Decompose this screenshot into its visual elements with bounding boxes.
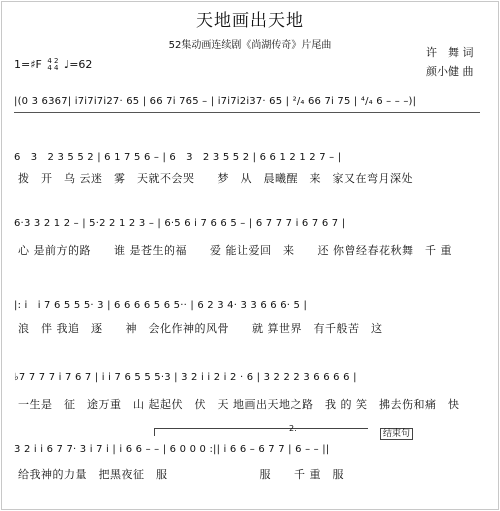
- tempo-marking: ♩=62: [64, 58, 93, 71]
- meter-top: 4 2: [47, 57, 59, 65]
- second-ending-label: 2.: [289, 424, 297, 433]
- lyricist-credit: 许 舞 词: [426, 46, 474, 59]
- score-line-5: ♭7 7 7 7 i 7 6 7 | i i 7 6 5 5 5·3 | 3 2 i i 2 i 2 · 6 | 3 2 2 2 3 6 6 6 6 |: [14, 372, 357, 383]
- score-line-6: 3 2 i i 6 7 7· 3 i 7 i | i 6 6 – – | 6 0 0 0 :|| i 6 6 – 6 7 7 | 6 – – ||: [14, 444, 330, 455]
- lyric-line-6: 给我神的力量 把黑夜征 服 服 千 重 服: [18, 468, 344, 481]
- score-line-3: 6·3 3 2 1 2 – | 5·2 2 1 2 3 – | 6·5 6 i 7 6 6 5 – | 6 7 7 7 i 6 7 6 7 |: [14, 218, 346, 229]
- lyric-line-4: 浪 伴 我追 逐 神 会化作神的风骨 就 算世界 有千般苦 这: [18, 322, 383, 335]
- coda-label: 结束句: [380, 428, 413, 440]
- score-line-2: 6 3 2 3 5 5 2 | 6 1 7 5 6 – | 6 3 2 3 5 5 2 | 6 6 1 2 1 2 7 – |: [14, 152, 342, 163]
- subtitle: 52集动画连续剧《尚湖传奇》片尾曲: [168, 40, 332, 51]
- lyric-line-3: 心 是前方的路 谁 是苍生的福 爱 能让爱回 来 还 你曾经春花秋舞 千 重: [18, 244, 452, 257]
- score-line-4: |: i i 7 6 5 5 5· 3 | 6 6 6 6 5 6 5·· | 6 2 3 4· 3 3 6 6 6· 5 |: [14, 300, 308, 311]
- lyric-line-2: 拨 开 乌 云迷 雾 天就不会哭 梦 从 晨曦醒 来 家又在弯月深处: [18, 172, 413, 185]
- meter-bottom: 4 4: [47, 64, 59, 72]
- score-line-1: |(0 3 6367| i7i7i7i27· 65 | 66 7i 765 – | i7i7i2i37· 65 | ²/₄ 66 7i 75 | ⁴/₄ 6 – – –)|: [14, 96, 417, 107]
- key-signature: 1=♯F: [14, 58, 42, 71]
- time-signature: [47, 58, 58, 72]
- composer-credit: 颜小健 曲: [426, 65, 474, 78]
- page-title: 天地画出天地: [196, 11, 304, 31]
- beam-line: [14, 112, 480, 113]
- volta-bracket: [154, 428, 368, 436]
- lyric-line-5: 一生是 征 途万重 山 起起伏 伏 天 地画出天地之路 我 的 笑 拂去伤和痛 快: [18, 398, 460, 411]
- key-tempo-marking: [14, 58, 92, 72]
